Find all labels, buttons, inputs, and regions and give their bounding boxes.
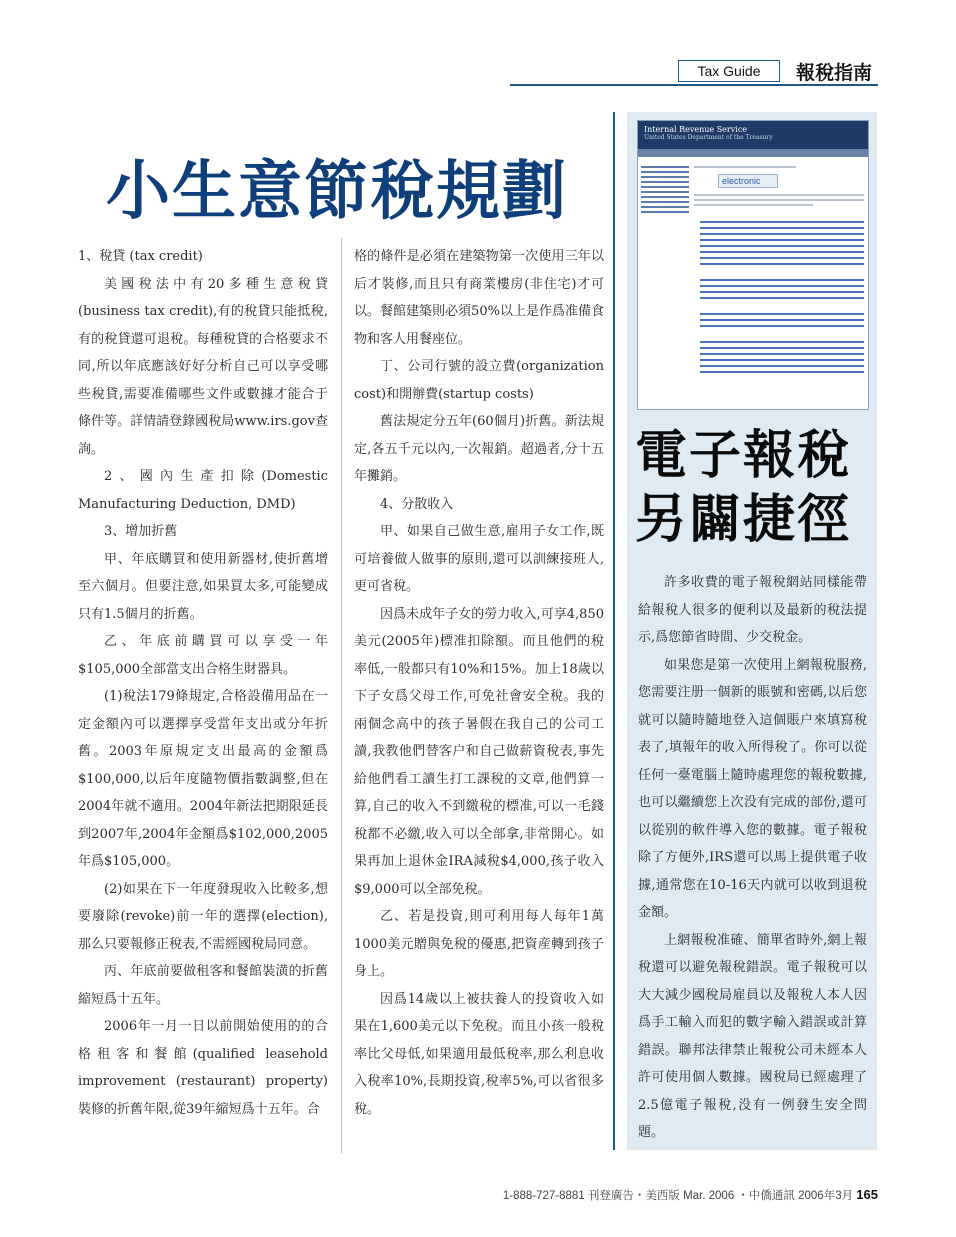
- section-title-zh: 報稅指南: [796, 62, 873, 84]
- article-title: 小生意節稅規劃: [106, 154, 568, 229]
- section-header: [678, 58, 878, 84]
- header-rule: [510, 84, 878, 86]
- page-number: 165: [856, 1187, 878, 1202]
- efile-logo: electronic: [718, 174, 778, 188]
- irs-left-menu: [641, 163, 689, 216]
- article-column-1: [78, 243, 328, 1123]
- paragraph: (1)稅法179條規定,合格設備用品在一定金額內可以選擇享受當年支出或分年折舊。2003年原規定支出最高的金額爲$100,000,以后年度隨物價指數調整,但在2004年就不適用。2004年新法把期限延長到2007年,2004年金額爲$102,000,2005年爲$105,000。: [78, 689, 328, 869]
- paragraph: 因爲14歲以上被扶養人的投資收入如果在1,600美元以下免稅。而且小孩一般稅率比父母低,如果適用最低稅率,那么利息收入稅率10%,長期投資,稅率5%,可以省很多稅。: [354, 991, 604, 1117]
- paragraph: 因爲未成年子女的勞力收入,可享4,850美元(2005年)標准扣除額。而且他們的稅率低,一般都只有10%和15%。加上18歲以下子女爲父母工作,可免社會安全稅。我的兩個念高中的孩子暑假在我自己的公司工讀,我教他們替客户和自己做薪資稅表,事先給他們看工讀生打工課稅的文章,他們算一算,自己的收入不到繳稅的標准,可以一毛錢稅都不必繳,收入可以全部拿,非常開心。如果再加上退休金IRA減稅$4,000,孩子收入$9,000可以全部免稅。: [354, 606, 604, 897]
- paragraph: 美國稅法中有20多種生意稅貸(business tax credit),有的稅貸只能抵稅,有的稅貸還可退稅。每種稅貸的合格要求不同,所以年底應該好好分析自己可以享受哪些稅貸,需要准備哪些文件或數據才能合于條件等。詳情請登錄國稅局www.irs.gov查詢。: [78, 276, 328, 457]
- paragraph: 甲、如果自己做生意,雇用子女工作,既可培養做人做事的原則,還可以訓練接班人,更可省稅。: [354, 524, 604, 594]
- paragraph: 舊法規定分五年(60個月)折舊。新法規定,各五千元以內,一次報銷。超過者,分十五年攤銷。: [354, 414, 604, 484]
- paragraph: 格的條件是必須在建築物第一次使用三年以后才裝修,而且只有商業樓房(非住宅)才可以。餐館建築則必須50%以上是作爲准備食物和客人用餐座位。: [354, 249, 604, 347]
- sidebar-box: [627, 112, 877, 1150]
- page-footer: [478, 1187, 878, 1203]
- irs-banner-title: Internal Revenue Service: [644, 125, 748, 134]
- article-column-2: [354, 243, 604, 1123]
- paragraph: 2、國內生產扣除(Domestic Manufacturing Deduction, DMD): [78, 469, 328, 512]
- paragraph: 丙、年底前要做租客和餐館裝潢的折舊縮短爲十五年。: [78, 964, 328, 1007]
- footer-text: 1-888-727-8881 刊登廣告・美西版 Mar. 2006 ・中僑通訊 2006年3月: [502, 1190, 854, 1202]
- sidebar-title-line-1: 電子報稅: [635, 425, 852, 486]
- sidebar-body: [638, 569, 867, 1147]
- paragraph: 如果您是第一次使用上網報稅服務,您需要注册一個新的賬號和密碼,以后您就可以隨時隨地登入這個賬户來填寫稅表了,填報年的收入所得稅了。你可以從任何一臺電腦上隨時處理您的報稅數據,也可以繼續您上次没有完成的部份,還可以從别的軟件導入您的數據。電子報稅除了方便外,IRS還可以馬上提供電子收據,通常您在10-16天内就可以收到退稅金額。: [638, 657, 867, 920]
- paragraph: 上網報稅准確、簡單省時外,網上報稅還可以避免報稅錯誤。電子報稅可以大大減少國稅局雇員以及報稅人本人因爲手工輸入而犯的數字輸入錯誤或計算錯誤。聯邦法律禁止報稅公司未經本人許可使用個人數據。國稅局已經處理了2.5億電子報稅,没有一例發生安全問題。: [638, 932, 867, 1140]
- paragraph: 4、分散收入: [380, 496, 454, 512]
- sidebar-title: [635, 424, 871, 552]
- irs-content: [694, 163, 864, 377]
- paragraph: 乙、若是投資,則可利用每人每年1萬1000美元贈與免稅的優惠,把資産轉到孩子身上。: [354, 909, 604, 979]
- paragraph: 2006年一月一日以前開始使用的的合格租客和餐館(qualified leasehold improvement (restaurant) property)裝修的折舊年限,從39年縮短爲十五年。合: [78, 1019, 328, 1117]
- irs-nav-bar: [638, 149, 868, 157]
- irs-banner: [638, 121, 868, 149]
- section-tab-en: Tax Guide: [678, 60, 780, 82]
- paragraph: 1、稅貸 (tax credit): [78, 249, 203, 264]
- sidebar-title-line-2: 另闢捷徑: [635, 489, 852, 550]
- irs-banner-subtitle: United States Department of the Treasury: [644, 134, 773, 141]
- paragraph: (2)如果在下一年度發現收入比較多,想要廢除(revoke)前一年的選擇(election),那么只要報修正稅表,不需經國稅局同意。: [78, 881, 328, 952]
- irs-website-screenshot: [637, 120, 869, 410]
- paragraph: 丁、公司行號的設立費(organization cost)和開辦費(startup costs): [354, 359, 604, 402]
- sidebar-rule: [613, 112, 615, 1150]
- paragraph: 3、增加折舊: [104, 524, 178, 539]
- column-divider: [341, 238, 342, 1153]
- paragraph: 許多收費的電子報稅網站同樣能帶給報稅人很多的便利以及最新的稅法提示,爲您節省時間、少交稅金。: [638, 575, 867, 645]
- paragraph: 乙、年底前購買可以享受一年$105,000全部當支出合格生財器具。: [78, 634, 328, 677]
- paragraph: 甲、年底購買和使用新器材,使折舊增至六個月。但要注意,如果買太多,可能變成只有1.5個月的折舊。: [78, 551, 328, 622]
